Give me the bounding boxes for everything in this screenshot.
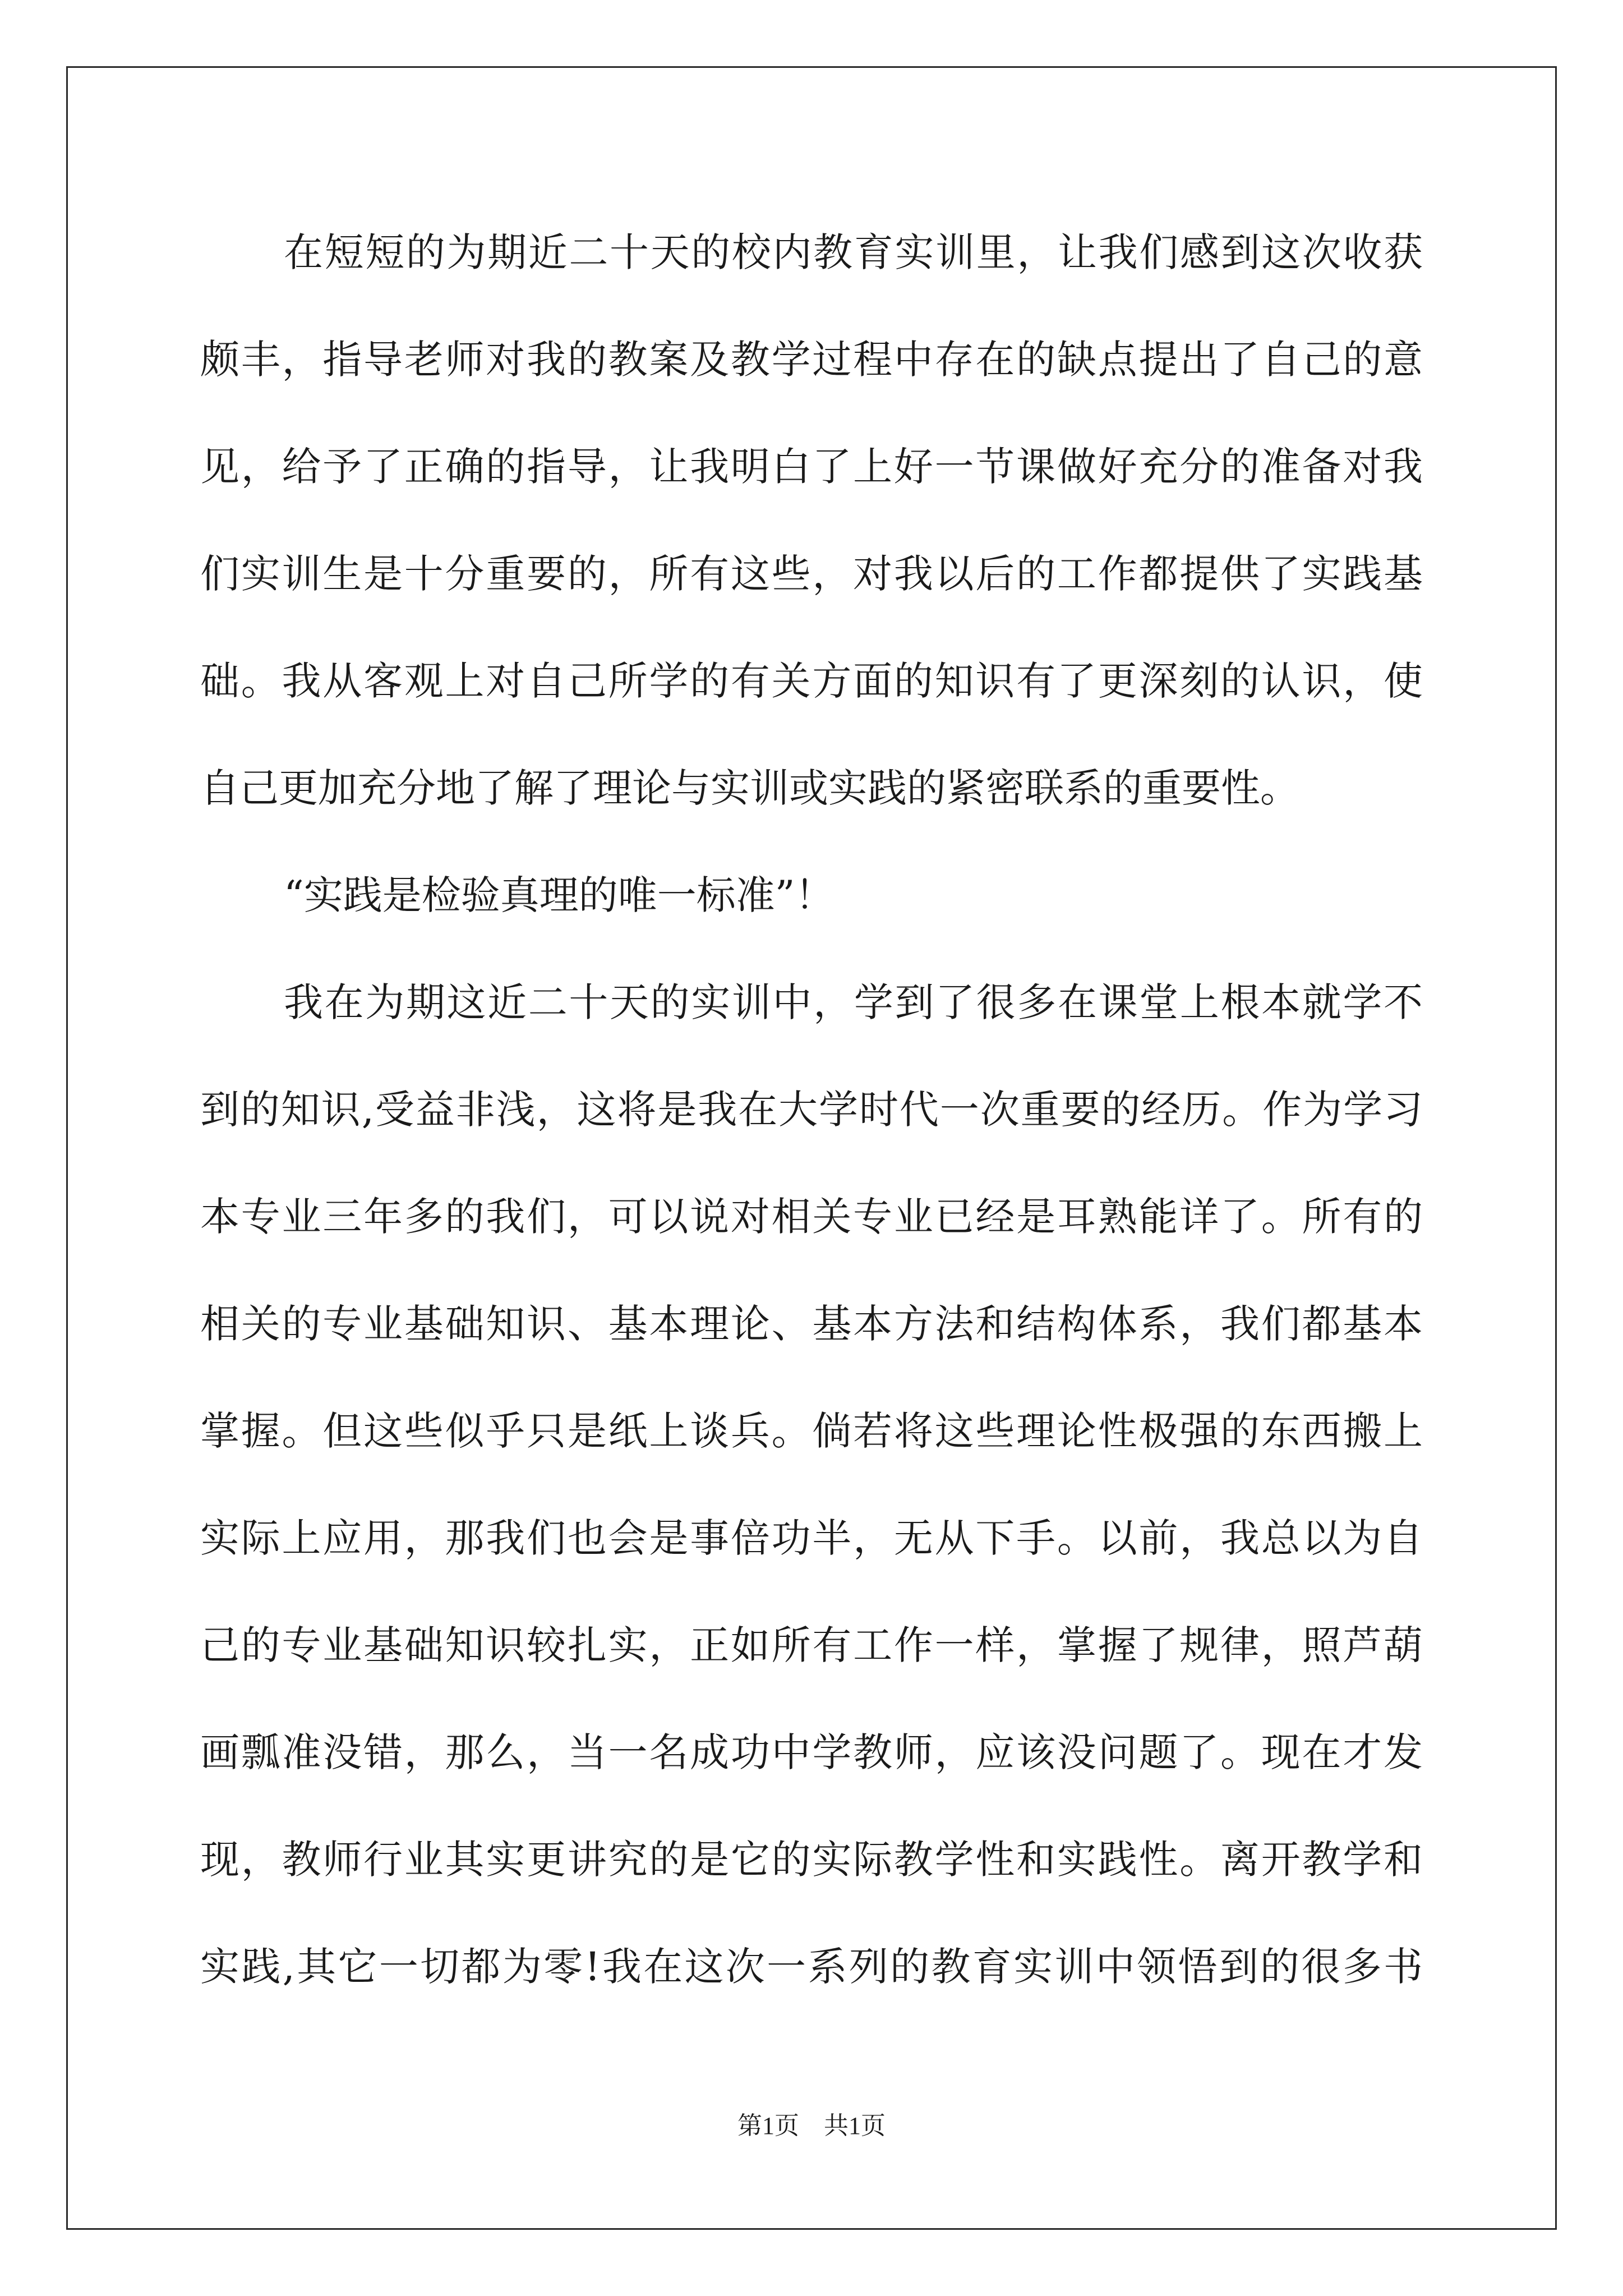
paragraph-3-line-6: 实际上应用，那我们也会是事倍功半，无从下手。以前，我总以为自 [200, 1515, 1423, 1561]
page-footer [0, 2109, 1623, 2143]
paragraph-1-line-3: 见，给予了正确的指导，让我明白了上好一节课做好充分的准备对我 [200, 444, 1423, 490]
paragraph-3-line-5: 掌握。但这些似乎只是纸上谈兵。倘若将这些理论性极强的东西搬上 [200, 1408, 1423, 1454]
paragraph-3-line-3: 本专业三年多的我们，可以说对相关专业已经是耳熟能详了。所有的 [200, 1194, 1423, 1240]
paragraph-3-line-7: 己的专业基础知识较扎实，正如所有工作一样，掌握了规律，照芦葫 [200, 1622, 1423, 1668]
paragraph-3-line-9: 现，教师行业其实更讲究的是它的实际教学性和实践性。离开教学和 [200, 1837, 1423, 1883]
page-border [66, 66, 1557, 2230]
paragraph-1-line-1: 在短短的为期近二十天的校内教育实训里，让我们感到这次收获 [284, 229, 1423, 275]
paragraph-1-line-6: 自己更加充分地了解了理论与实训或实践的紧密联系的重要性。 [200, 765, 1299, 811]
paragraph-3-line-1: 我在为期这近二十天的实训中，学到了很多在课堂上根本就学不 [284, 979, 1423, 1025]
paragraph-1-line-4: 们实训生是十分重要的，所有这些，对我以后的工作都提供了实践基 [200, 551, 1423, 597]
page-total: 共1页 [824, 2112, 886, 2139]
page-number: 第1页 [737, 2112, 799, 2139]
paragraph-3-line-8: 画瓢准没错，那么，当一名成功中学教师，应该没问题了。现在才发 [200, 1729, 1423, 1775]
paragraph-3-line-4: 相关的专业基础知识、基本理论、基本方法和结构体系，我们都基本 [200, 1301, 1423, 1347]
paragraph-1-line-5: 础。我从客观上对自己所学的有关方面的知识有了更深刻的认识，使 [200, 658, 1423, 704]
paragraph-3-line-2: 到的知识,受益非浅，这将是我在大学时代一次重要的经历。作为学习 [200, 1087, 1423, 1133]
paragraph-1-line-2: 颇丰，指导老师对我的教案及教学过程中存在的缺点提出了自己的意 [200, 337, 1423, 383]
paragraph-3-line-10: 实践,其它一切都为零!我在这次一系列的教育实训中领悟到的很多书 [200, 1944, 1423, 1990]
paragraph-2-line-1: “实践是检验真理的唯一标准”！ [284, 872, 834, 918]
